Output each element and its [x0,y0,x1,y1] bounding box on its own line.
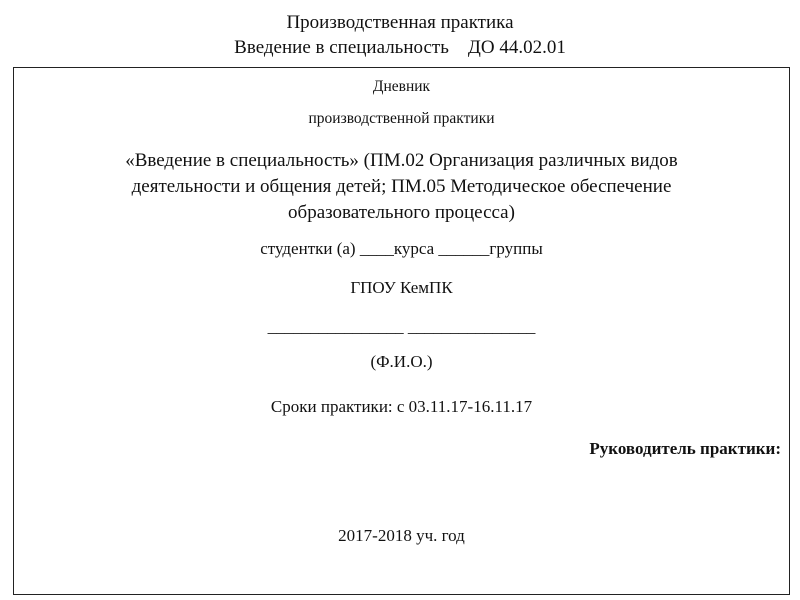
course-title-line-1: «Введение в специальность» (ПМ.02 Организация различных видов [125,150,678,171]
diary-heading: Дневник [372,78,431,95]
student-course-group-line: студентки (а) ____курса ______группы [260,239,543,258]
institution-name: ГПОУ КемПК [350,278,453,297]
supervisor-label: Руководитель практики: [589,439,781,458]
academic-year: 2017-2018 уч. год [338,526,465,545]
practice-kind: производственной практики [308,110,495,127]
student-name-blank: ________________ _______________ [267,317,536,336]
cover-page-frame [13,67,790,595]
course-title-line-3: образовательного процесса) [288,202,515,223]
header-title-line-1: Производственная практика [286,12,514,33]
course-title-line-2: деятельности и общения детей; ПМ.05 Методическое обеспечение [131,176,672,197]
practice-dates: Сроки практики: с 03.11.17-16.11.17 [270,397,533,416]
name-caption: (Ф.И.О.) [370,352,433,371]
header-title-line-2: Введение в специальность ДО 44.02.01 [234,37,566,58]
document-header [0,10,800,60]
